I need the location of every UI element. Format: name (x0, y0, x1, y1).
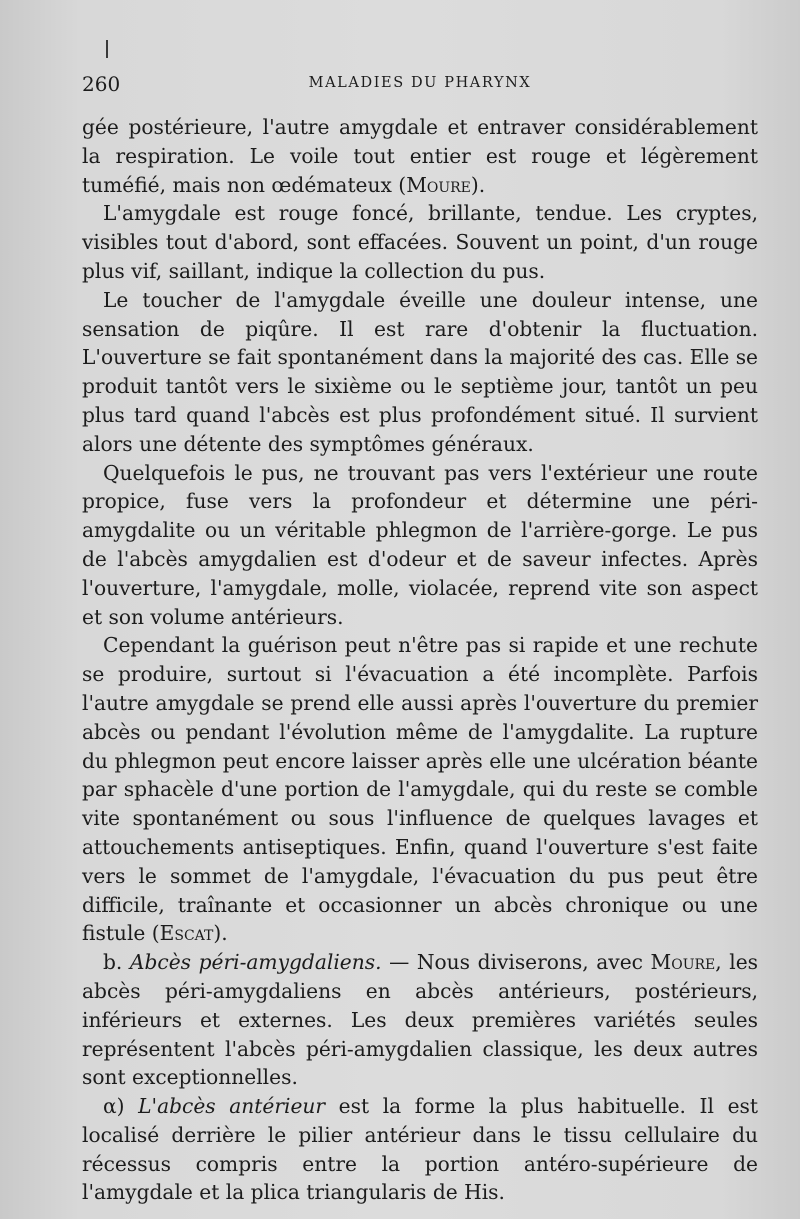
paragraph-text: Cependant la guérison peut n'être pas si rapide et une rechute se produire, surtout si l'évacuation a été incomplète. Parfois l'autre amygdale se prend elle aussi après l'ouverture du premier abcès ou pendant l'évolution même de l'amygdalite. La rupture du phlegmon peut encore laisser après elle une ulcération béante par sphacèle d'une portion de l'amygdale, qui du reste se comble vite spontanément ou sous l'influence de quelques lavages et attouchements antiseptiques. Enfin, quand l'ouverture s'est faite vers le sommet de l'amygdale, l'évacuation du pus peut être difficile, traînante et occasionner un abcès chronique ou une fistule ( (82, 633, 758, 946)
page-number: 260 (82, 72, 121, 96)
margin-pencil-mark (106, 40, 108, 58)
running-title: MALADIES DU PHARYNX (308, 75, 532, 91)
reference-close: ). (470, 172, 486, 197)
author-reference: Moure (406, 172, 471, 197)
section-label: α) (103, 1094, 125, 1119)
section-label: b. (103, 950, 123, 975)
paragraph (82, 631, 758, 948)
section-b-paragraph (82, 948, 758, 1092)
section-text: — Nous diviserons, avec (381, 950, 651, 975)
author-reference: Escat (159, 921, 214, 946)
reference-close: ). (213, 921, 228, 946)
section-text: est la forme la plus habituelle. Il est localisé derrière le pilier antérieur dans le tissu cellulaire du récessus compris entre la portion antéro-supérieure de l'amygdale et la plica triangularis de His. (82, 1094, 759, 1205)
author-reference: Moure (650, 950, 716, 975)
section-heading: L'abcès antérieur (138, 1094, 326, 1119)
paragraph (82, 286, 758, 459)
section-heading: Abcès péri-amygdaliens. (129, 950, 382, 975)
paragraph-continued (82, 113, 758, 199)
paragraph (82, 199, 758, 285)
paragraph-text: Quelquefois le pus, ne trouvant pas vers l'extérieur une route propice, fuse vers la profondeur et détermine une péri-amygdalite ou un véritable phlegmon de l'arrière-gorge. Le pus de l'abcès amygdalien est d'odeur et de saveur infectes. Après l'ouverture, l'amygdale, molle, violacée, reprend vite son aspect et son volume antérieurs. (82, 460, 758, 629)
section-text: , les abcès péri-amygdaliens en abcès antérieurs, postérieurs, inférieurs et externes. Les deux premières variétés seules représentent l'abcès péri-amygdalien classique, les deux autres sont exceptionnelles. (82, 950, 759, 1090)
paragraph (82, 459, 758, 632)
body-text (82, 113, 758, 1207)
page-header (82, 72, 758, 102)
section-alpha-paragraph (82, 1092, 758, 1207)
paragraph-text: L'amygdale est rouge foncé, brillante, tendue. Les cryptes, visibles tout d'abord, sont effacées. Souvent un point, d'un rouge plus vif, saillant, indique la collection du pus. (82, 201, 758, 283)
paragraph-text: Le toucher de l'amygdale éveille une douleur intense, une sensation de piqûre. Il est rare d'obtenir la fluctuation. L'ouverture se fait spontanément dans la majorité des cas. Elle se produit tantôt vers le sixième ou le septième jour, tantôt un peu plus tard quand l'abcès est plus profondément situé. Il survient alors une détente des symptômes généraux. (82, 287, 758, 456)
paragraph-text: gée postérieure, l'autre amygdale et entraver considérablement la respiration. Le voile tout entier est rouge et légèrement tuméfié, mais non œdémateux ( (82, 115, 758, 197)
